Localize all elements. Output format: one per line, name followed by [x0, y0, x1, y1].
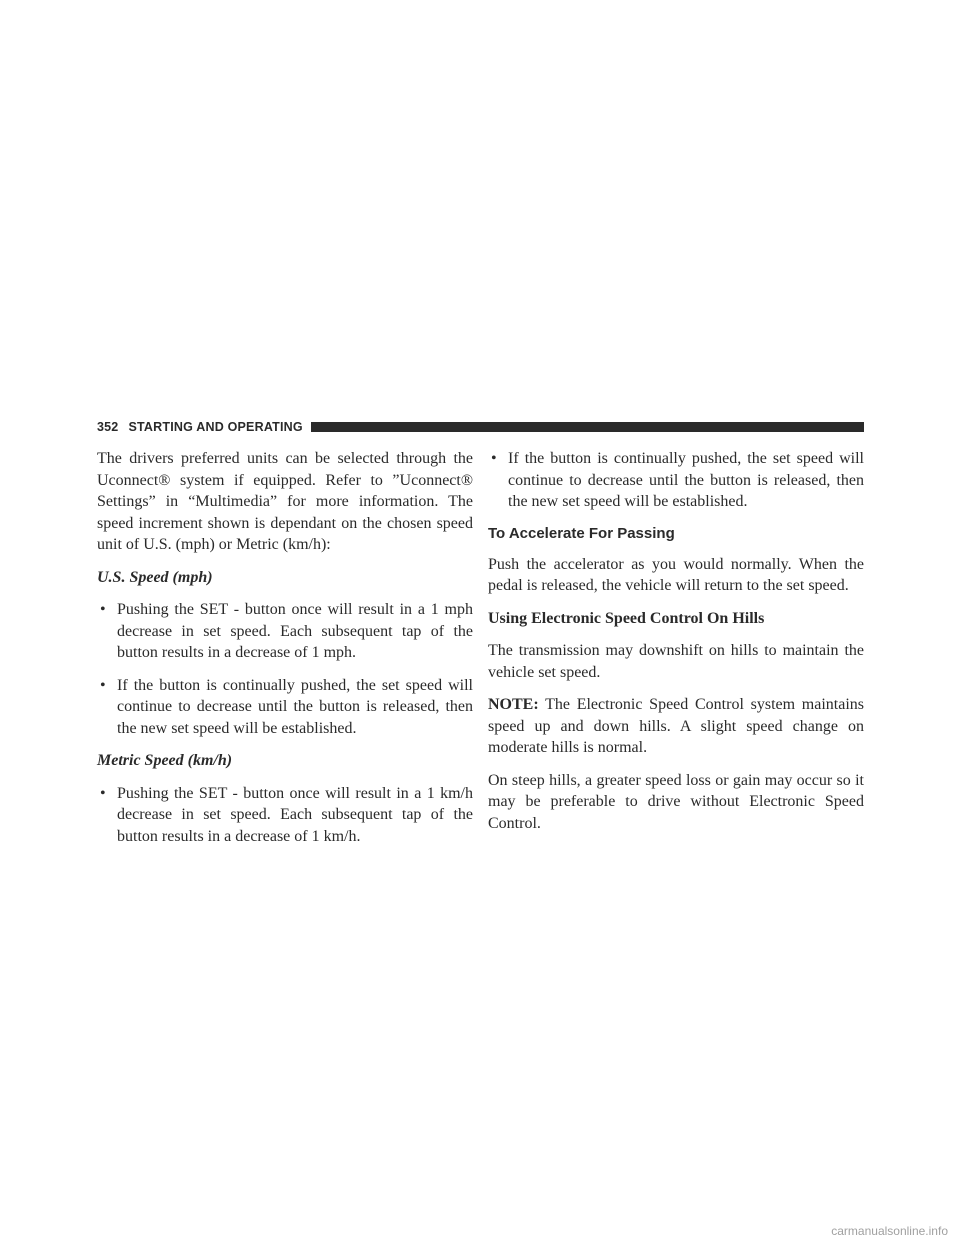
page-number: 352 [97, 419, 119, 434]
section-title: STARTING AND OPERATING [128, 419, 303, 434]
bullet-text: If the button is continually pushed, the set speed will continue to decrease until the button is released, then the new set speed will be established. [117, 676, 473, 737]
list-item [97, 599, 473, 664]
watermark: carmanualsonline.info [831, 1224, 948, 1238]
bullet-text: If the button is continually pushed, the set speed will continue to decrease until the button is released, then the new set speed will be established. [508, 450, 864, 510]
intro-paragraph: The drivers preferred units can be selected through the Uconnect® system if equipped. Refer to ”Uconnect® Settings” in “Multimedia” for more information. The speed increment shown is dependant on the chosen speed unit of U.S. (mph) or Metric (km/h): [97, 450, 473, 553]
us-speed-heading: U.S. Speed (mph) [97, 568, 213, 586]
hills-paragraph: The transmission may downshift on hills to maintain the vehicle set speed. [488, 642, 864, 681]
bullet-icon: • [491, 450, 497, 467]
note-text: The Electronic Speed Control system maintains speed up and down hills. A slight speed change on moderate hills is normal. [488, 696, 864, 756]
bullet-text: Pushing the SET - button once will result in a 1 mph decrease in set speed. Each subsequent tap of the button results in a decrease of 1 mph. [117, 601, 473, 661]
left-column [97, 448, 473, 858]
list-item [488, 448, 864, 513]
steep-hills-paragraph: On steep hills, a greater speed loss or gain may occur so it may be preferable to drive without Electronic Speed Control. [488, 771, 864, 832]
passing-heading: To Accelerate For Passing [488, 524, 675, 542]
bullet-text: Pushing the SET - button once will result in a 1 km/h decrease in set speed. Each subsequent tap of the button results in a decrease of 1 km/h. [117, 784, 473, 845]
bullet-icon: • [100, 676, 106, 694]
page-header [97, 418, 864, 435]
note-paragraph [488, 694, 864, 759]
hills-heading: Using Electronic Speed Control On Hills [488, 609, 765, 627]
header-rule [311, 422, 864, 432]
right-column [488, 448, 864, 845]
bullet-icon: • [100, 784, 106, 802]
bullet-icon: • [100, 601, 106, 618]
list-item [97, 783, 473, 848]
list-item [97, 675, 473, 740]
passing-paragraph: Push the accelerator as you would normally. When the pedal is released, the vehicle will return to the set speed. [488, 555, 864, 594]
metric-speed-heading: Metric Speed (km/h) [97, 752, 233, 769]
note-label: NOTE: [488, 696, 539, 713]
